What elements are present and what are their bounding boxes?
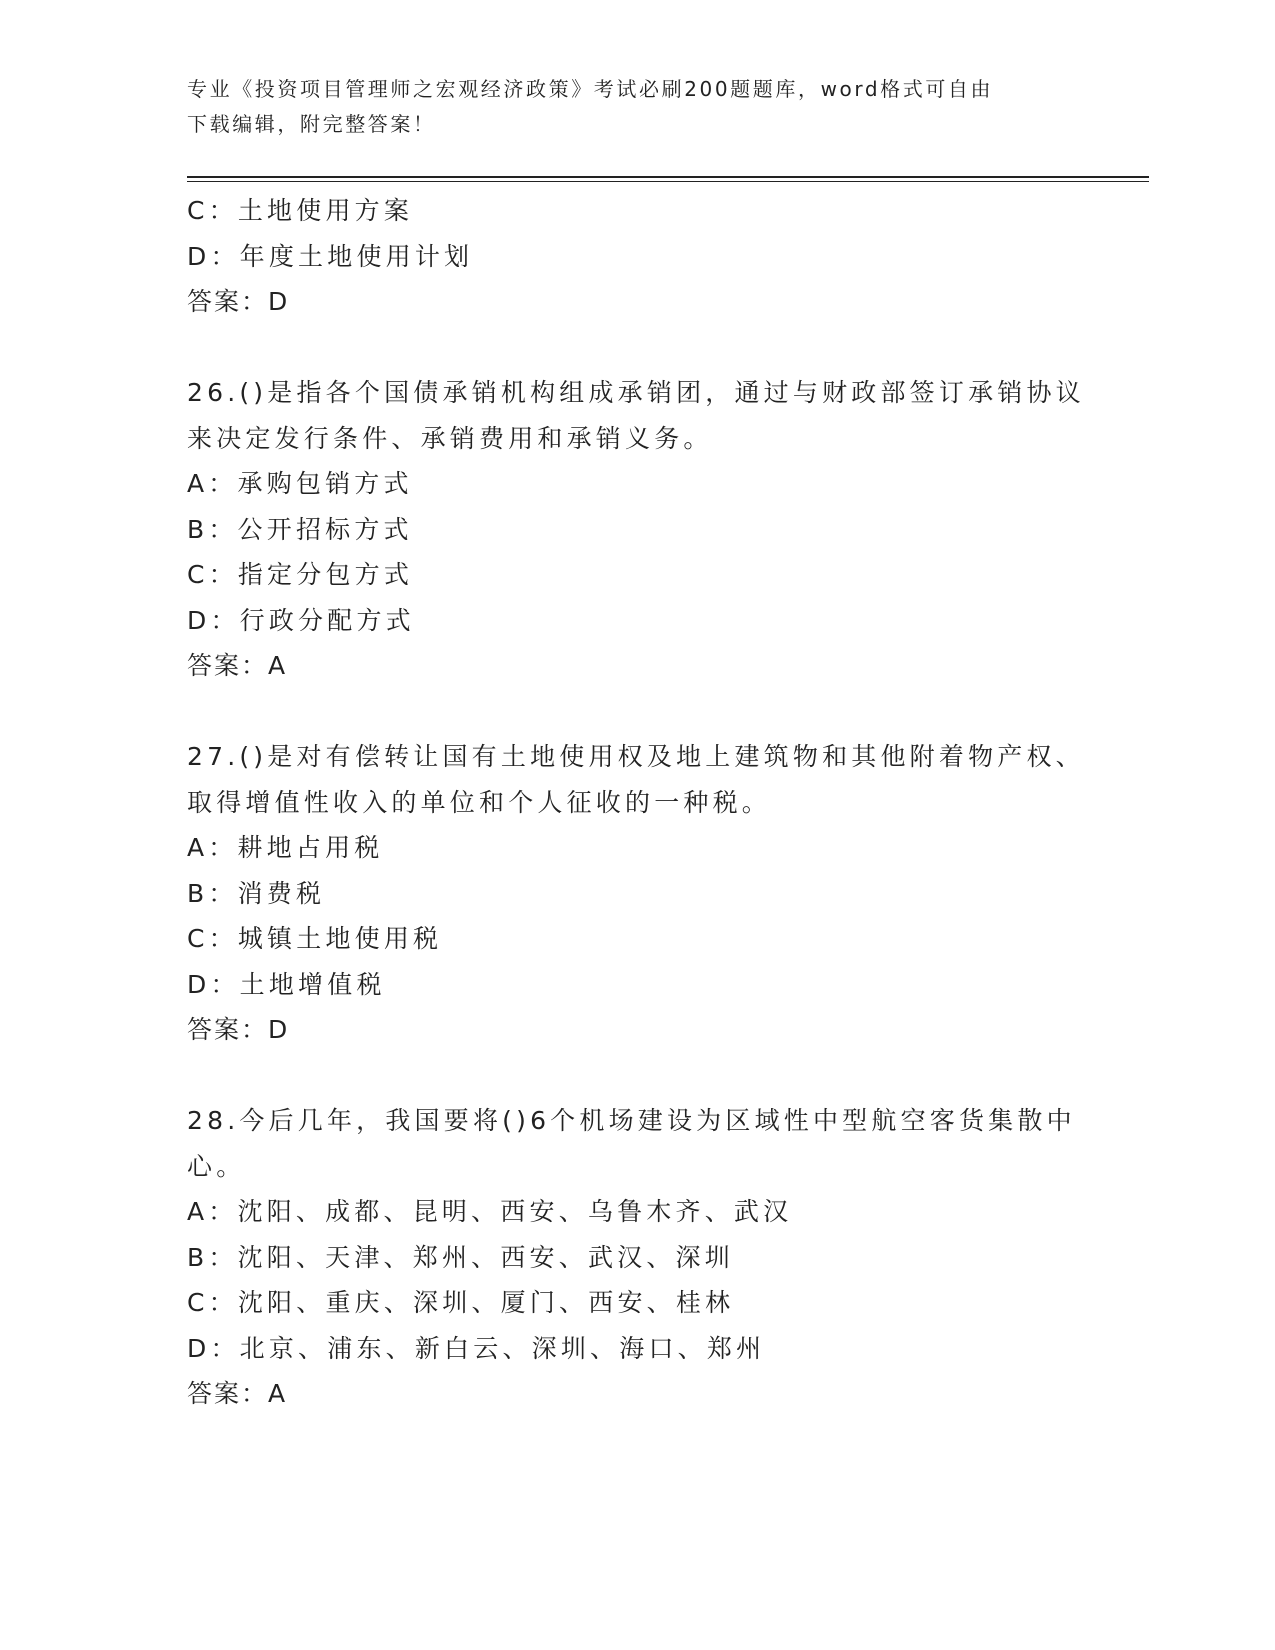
question-stem: 27.()是对有偿转让国有土地使用权及地上建筑物和其他附着物产权、 — [187, 742, 1085, 771]
question-stem: 26.()是指各个国债承销机构组成承销团，通过与财政部签订承销协议 — [187, 378, 1085, 407]
option-d: D：土地增值税 — [187, 969, 386, 999]
header-divider-thick — [187, 176, 1149, 178]
option-d: D：北京、浦东、新白云、深圳、海口、郑州 — [187, 1333, 766, 1363]
question-stem: 心。 — [187, 1151, 246, 1181]
option-d: D：年度土地使用计划 — [187, 241, 474, 271]
option-c: C：城镇土地使用税 — [187, 924, 443, 953]
option-c: C：指定分包方式 — [187, 560, 414, 589]
answer: 答案：A — [187, 651, 288, 680]
question-26 — [187, 370, 1087, 689]
question-27 — [187, 734, 1087, 1053]
header-line-2: 下载编辑，附完整答案！ — [187, 112, 436, 136]
option-c: C：土地使用方案 — [187, 196, 414, 225]
option-c: C：沈阳、重庆、深圳、厦门、西安、桂林 — [187, 1288, 735, 1317]
option-a: A：承购包销方式 — [187, 469, 413, 498]
question-stem: 取得增值性收入的单位和个人征收的一种税。 — [187, 787, 772, 817]
header-line-1: 专业《投资项目管理师之宏观经济政策》考试必刷200题题库，word格式可自由 — [187, 77, 994, 101]
question-list — [187, 188, 1087, 1417]
question-28 — [187, 1098, 1087, 1417]
question-stem: 来决定发行条件、承销费用和承销义务。 — [187, 423, 713, 453]
question-stem: 28.今后几年，我国要将()6个机场建设为区域性中型航空客货集散中 — [187, 1106, 1076, 1135]
document-header — [187, 72, 1067, 142]
option-a: A：沈阳、成都、昆明、西安、乌鲁木齐、武汉 — [187, 1197, 793, 1226]
header-divider-thin — [187, 181, 1149, 182]
spacer — [187, 1053, 1087, 1099]
question-25-tail — [187, 188, 1087, 325]
answer: 答案：A — [187, 1379, 288, 1408]
spacer — [187, 689, 1087, 735]
answer: 答案：D — [187, 287, 290, 316]
spacer — [187, 325, 1087, 371]
option-a: A：耕地占用税 — [187, 833, 384, 862]
answer: 答案：D — [187, 1015, 290, 1044]
option-b: B：消费税 — [187, 878, 326, 908]
option-d: D：行政分配方式 — [187, 605, 415, 635]
option-b: B：沈阳、天津、郑州、西安、武汉、深圳 — [187, 1242, 734, 1272]
option-b: B：公开招标方式 — [187, 514, 413, 544]
